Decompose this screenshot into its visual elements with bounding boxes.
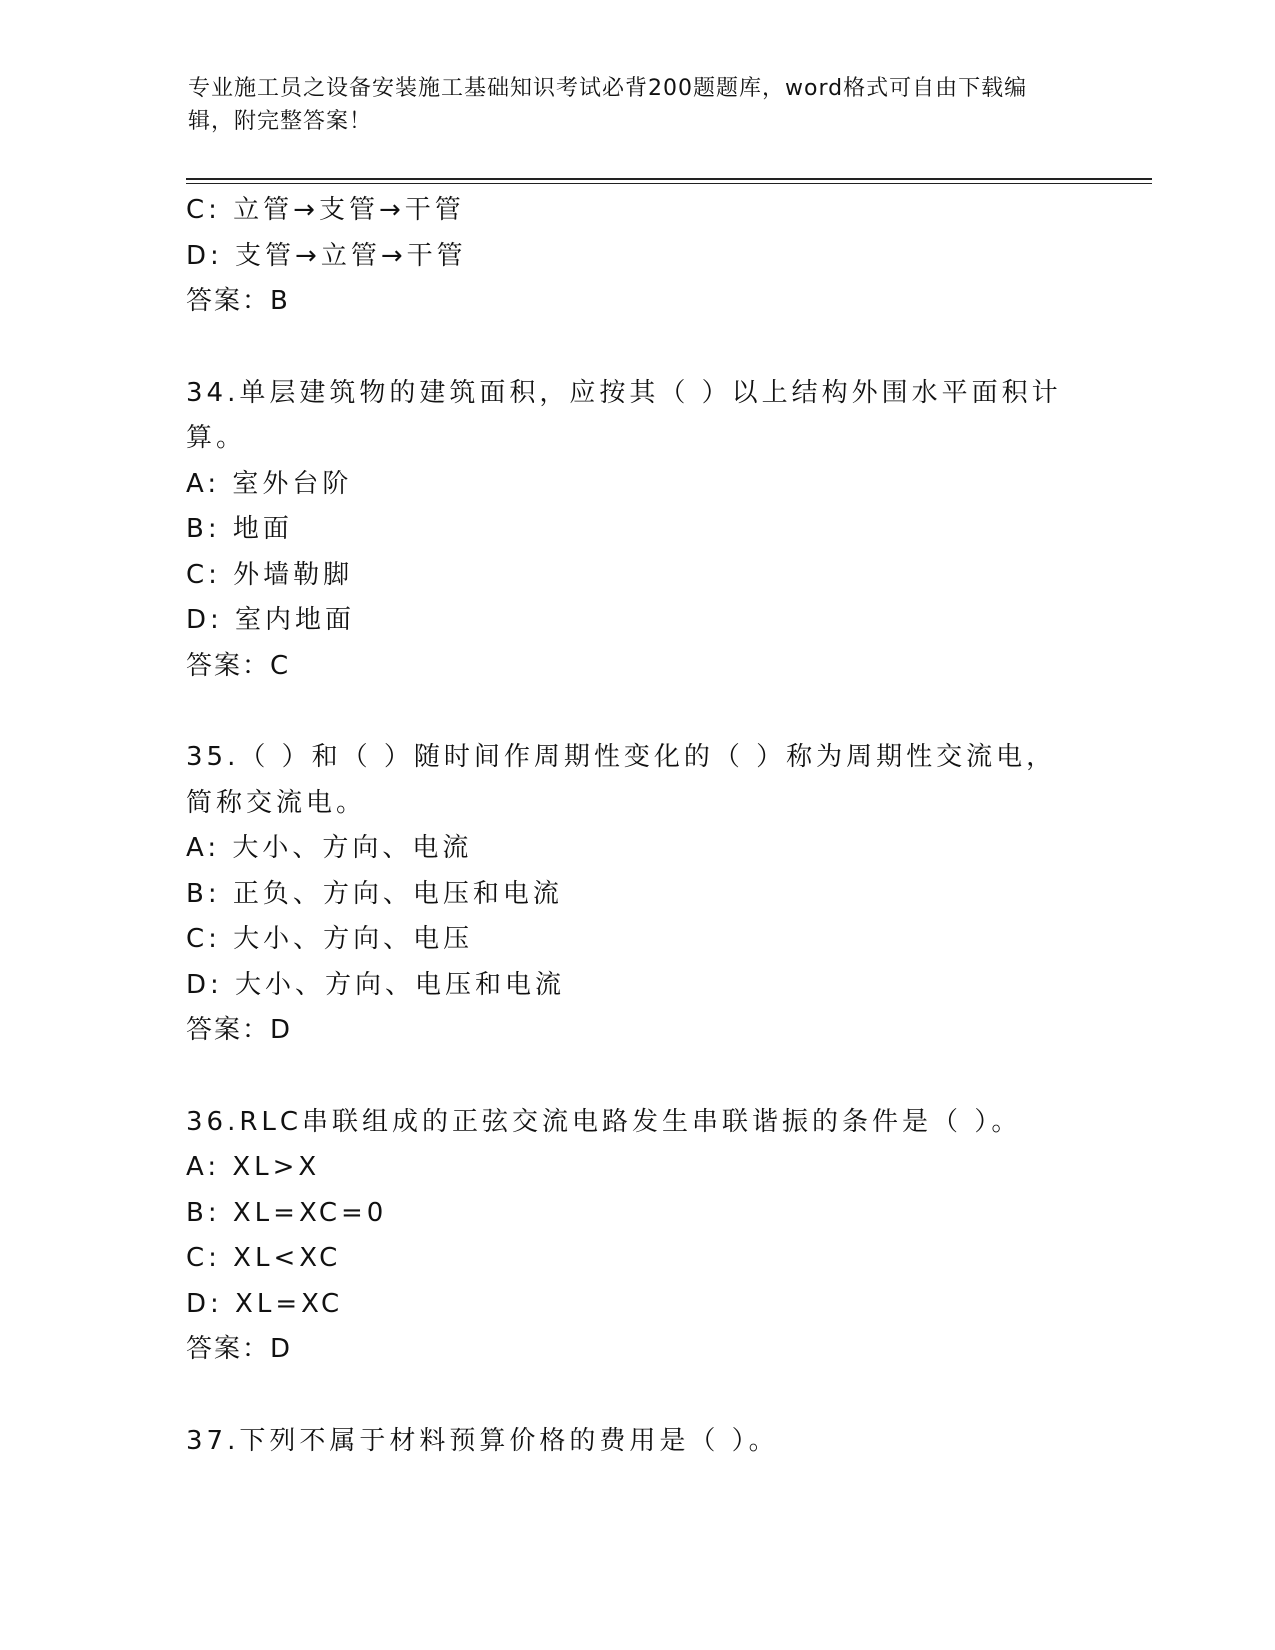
option-d: D: 室内地面 [186,605,356,635]
question-block-37 [186,1419,1066,1465]
answer: 答案：C [186,650,291,681]
question-stem: 37.下列不属于材料预算价格的费用是（ ）。 [186,1425,779,1456]
question-block-33-tail [186,188,1066,325]
option-c: C: XL<XC [186,1243,342,1273]
option-a: A: 室外台阶 [186,468,353,499]
answer: 答案：D [186,1015,293,1045]
answer: 答案：B [186,286,290,316]
header-title: 专业施工员之设备安装施工基础知识考试必背200题题库，word格式可自由下载编辑，附完整答案！ [188,76,1028,134]
header-rule-thick [186,178,1152,180]
spacer [186,1054,1066,1100]
spacer [186,325,1066,371]
document-body [186,188,1066,1464]
option-d: D: XL=XC [186,1288,344,1319]
question-stem: 34.单层建筑物的建筑面积，应按其（ ）以上结构外围水平面积计算。 [186,377,1062,453]
header-rule-thin [186,183,1152,184]
option-a: A: XL>X [186,1152,321,1182]
spacer [186,689,1066,735]
option-b: B: 正负、方向、电压和电流 [186,878,563,909]
option-d: D: 支管→立管→干管 [186,240,467,271]
question-block-34 [186,371,1066,690]
option-d: D: 大小、方向、电压和电流 [186,969,566,1000]
option-b: B: XL=XC=0 [186,1197,388,1228]
document-header [188,72,1068,138]
option-a: A: 大小、方向、电流 [186,833,473,863]
question-block-36 [186,1100,1066,1373]
question-stem: 36.RLC串联组成的正弦交流电路发生串联谐振的条件是（ ）。 [186,1106,1022,1137]
question-stem: 35.（ ）和（ ）随时间作周期性变化的（ ）称为周期性交流电，简称交流电。 [186,742,1057,818]
option-b: B: 地面 [186,514,293,544]
spacer [186,1373,1066,1419]
answer: 答案：D [186,1334,293,1364]
option-c: C: 大小、方向、电压 [186,924,474,954]
question-block-35 [186,735,1066,1054]
option-c: C: 外墙勒脚 [186,559,354,590]
option-c: C: 立管→支管→干管 [186,195,465,225]
